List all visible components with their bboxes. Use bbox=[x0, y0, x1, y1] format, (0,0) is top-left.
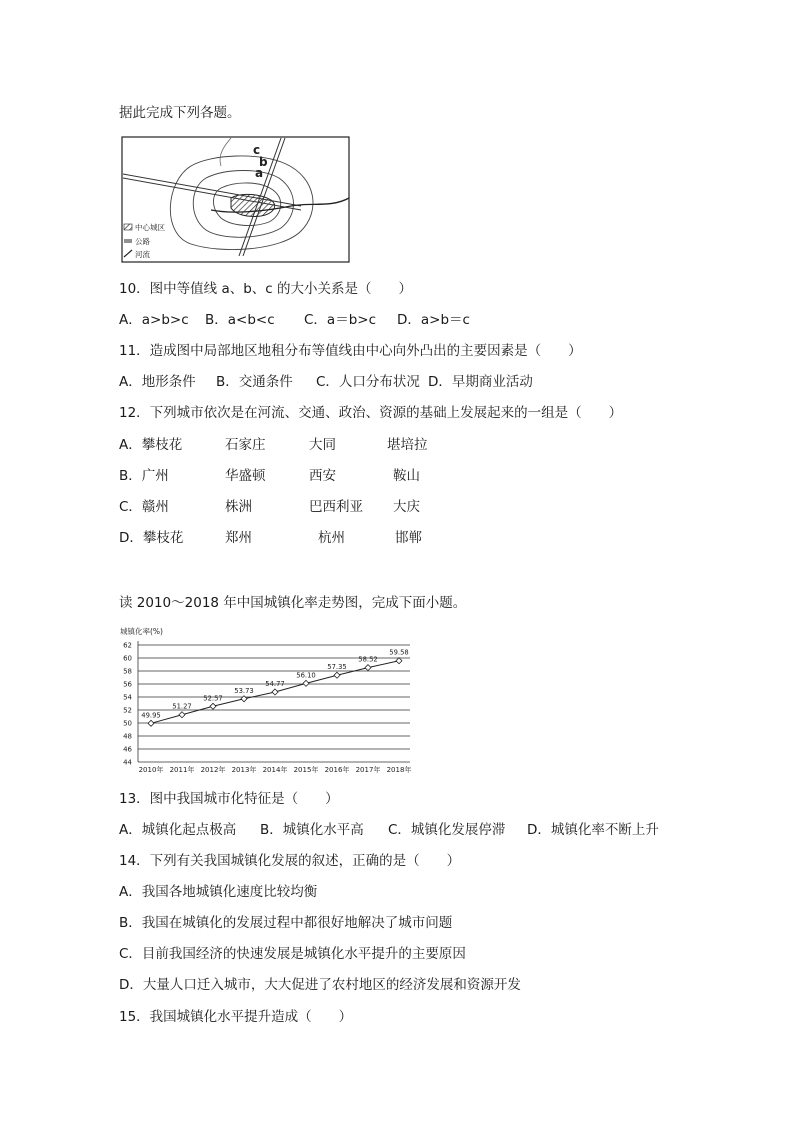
q11-option-a: A．地形条件 bbox=[119, 374, 196, 390]
q11-option-c: C．人口分布状况 bbox=[316, 374, 420, 390]
x-tick-label: 2018年 bbox=[386, 766, 412, 774]
data-label: 57.35 bbox=[327, 663, 347, 672]
q14-option-b: B．我国在城镇化的发展过程中都很好地解决了城市问题 bbox=[119, 915, 453, 931]
x-tick-label: 2010年 bbox=[138, 766, 164, 774]
data-point bbox=[210, 703, 216, 709]
q14-option-d: D．大量人口迁入城市，大大促进了农村地区的经济发展和资源开发 bbox=[119, 977, 521, 993]
q15-stem: 15．我国城镇化水平提升造成（ ） bbox=[119, 1009, 353, 1025]
x-tick-label: 2012年 bbox=[200, 766, 226, 774]
data-point bbox=[148, 720, 154, 726]
q12-row-b-col1: B．广州 bbox=[119, 468, 169, 484]
y-tick-label: 50 bbox=[123, 719, 132, 728]
q12-row-c-col4: 大庆 bbox=[393, 499, 420, 515]
x-tick-label: 2015年 bbox=[293, 766, 319, 774]
q12-row-a-col3: 大同 bbox=[309, 437, 336, 453]
q10-option-a: A．a>b>c bbox=[119, 312, 189, 328]
data-point bbox=[365, 665, 371, 671]
x-tick-label: 2014年 bbox=[262, 766, 288, 774]
intro-text-2: 读 2010～2018 年中国城镇化率走势图，完成下面小题。 bbox=[119, 595, 467, 611]
q12-row-b-col2: 华盛顿 bbox=[225, 468, 266, 484]
chart-ylabel: 城镇化率(%) bbox=[120, 627, 163, 636]
q12-row-a-col2: 石家庄 bbox=[225, 437, 266, 453]
legend-urban: 中心城区 bbox=[135, 223, 165, 232]
q13-option-b: B．城镇化水平高 bbox=[260, 822, 364, 838]
q13-option-a: A．城镇化起点极高 bbox=[119, 822, 237, 838]
q14-stem: 14．下列有关我国城镇化发展的叙述，正确的是（ ） bbox=[119, 853, 461, 869]
q12-row-c-col1: C．赣州 bbox=[119, 499, 169, 515]
q10-option-d: D．a>b＝c bbox=[397, 312, 470, 328]
q12-row-b-col3: 西安 bbox=[309, 468, 336, 484]
y-tick-label: 62 bbox=[123, 641, 132, 650]
y-tick-label: 58 bbox=[123, 667, 132, 676]
urbanization-line-chart bbox=[118, 624, 418, 776]
y-tick-label: 60 bbox=[123, 654, 132, 663]
data-label: 54.77 bbox=[265, 679, 285, 688]
x-tick-label: 2017年 bbox=[355, 766, 381, 774]
legend-road: 公路 bbox=[135, 237, 150, 246]
y-tick-label: 46 bbox=[123, 745, 132, 754]
data-label: 59.58 bbox=[389, 648, 409, 657]
q11-option-b: B．交通条件 bbox=[216, 374, 293, 390]
q12-row-a-col1: A．攀枝花 bbox=[119, 437, 183, 453]
q13-option-d: D．城镇化率不断上升 bbox=[527, 822, 659, 838]
q12-row-d-col4: 邯郸 bbox=[395, 530, 422, 546]
data-point bbox=[272, 689, 278, 695]
q13-stem: 13．图中我国城市化特征是（ ） bbox=[119, 791, 339, 807]
q12-row-d-col1: D．攀枝花 bbox=[119, 530, 184, 546]
data-label: 56.10 bbox=[296, 671, 316, 680]
data-point bbox=[303, 680, 309, 686]
data-label: 58.52 bbox=[358, 655, 378, 664]
q11-stem: 11．造成图中局部地区地租分布等值线由中心向外凸出的主要因素是（ ） bbox=[119, 343, 582, 359]
q12-row-d-col2: 郑州 bbox=[225, 530, 252, 546]
intro-text-1: 据此完成下列各题。 bbox=[119, 105, 241, 121]
data-label: 53.73 bbox=[234, 686, 254, 695]
data-point bbox=[334, 672, 340, 678]
rent-map-figure bbox=[121, 136, 351, 264]
q10-option-b: B．a<b<c bbox=[205, 312, 275, 328]
data-label: 49.95 bbox=[141, 711, 161, 720]
q12-row-a-col4: 堪培拉 bbox=[387, 437, 428, 453]
label-b: b bbox=[259, 155, 268, 169]
x-tick-label: 2011年 bbox=[169, 766, 195, 774]
legend-river: 河流 bbox=[135, 250, 150, 259]
label-a: a bbox=[255, 166, 264, 180]
y-tick-label: 44 bbox=[123, 758, 132, 767]
q10-option-c: C．a＝b>c bbox=[304, 312, 377, 328]
q11-option-d: D．早期商业活动 bbox=[428, 374, 533, 390]
data-label: 51.27 bbox=[172, 702, 192, 711]
data-point bbox=[396, 658, 402, 664]
y-tick-label: 56 bbox=[123, 680, 132, 689]
y-tick-label: 54 bbox=[123, 693, 132, 702]
label-c: c bbox=[253, 143, 261, 157]
q12-stem: 12．下列城市依次是在河流、交通、政治、资源的基础上发展起来的一组是（ ） bbox=[119, 405, 623, 421]
q13-option-c: C．城镇化发展停滞 bbox=[388, 822, 506, 838]
q12-row-c-col3: 巴西利亚 bbox=[309, 499, 363, 515]
q14-option-c: C．目前我国经济的快速发展是城镇化水平提升的主要原因 bbox=[119, 946, 466, 962]
q12-row-d-col3: 杭州 bbox=[318, 530, 345, 546]
x-tick-label: 2016年 bbox=[324, 766, 350, 774]
q12-row-c-col2: 株洲 bbox=[225, 499, 252, 515]
q14-option-a: A．我国各地城镇化速度比较均衡 bbox=[119, 884, 318, 900]
data-point bbox=[179, 712, 185, 718]
q10-stem: 10．图中等值线 a、b、c 的大小关系是（ ） bbox=[119, 281, 413, 297]
q12-row-b-col4: 鞍山 bbox=[393, 468, 420, 484]
y-tick-label: 52 bbox=[123, 706, 132, 715]
x-tick-label: 2013年 bbox=[231, 766, 257, 774]
data-label: 52.57 bbox=[203, 694, 223, 703]
y-tick-label: 48 bbox=[123, 732, 132, 741]
